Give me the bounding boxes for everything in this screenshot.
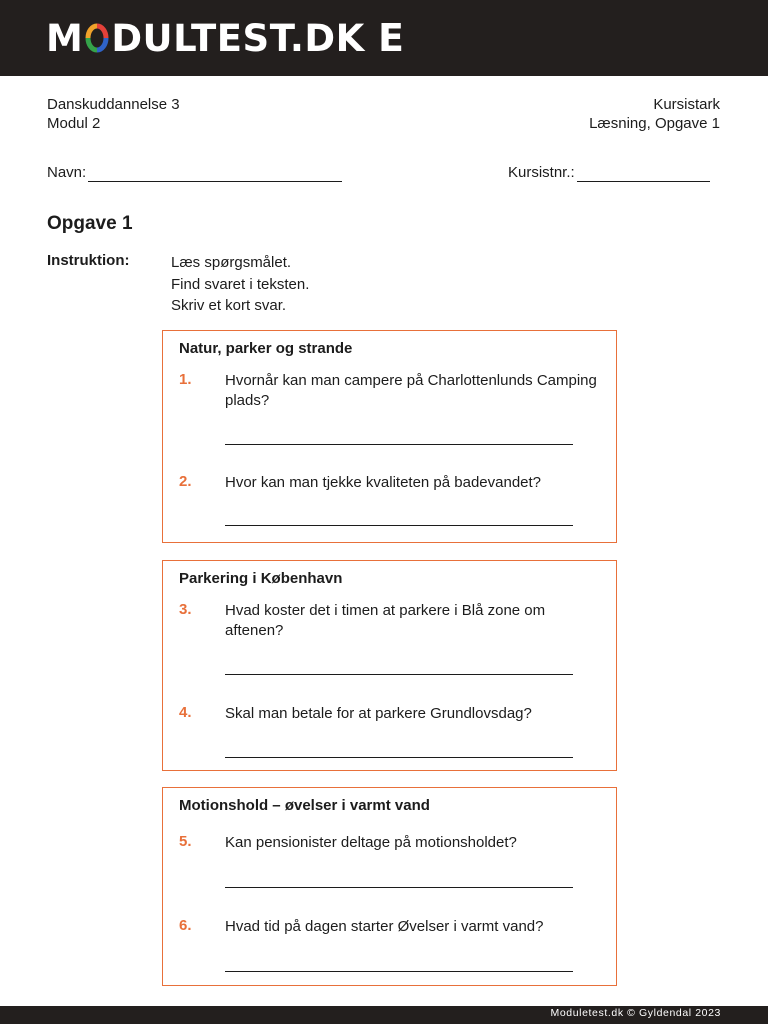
sheet-task: Læsning, Opgave 1: [589, 115, 720, 132]
footer-copyright: Moduletest.dk © Gyldendal 2023: [550, 1007, 721, 1019]
question-number: 2.: [179, 473, 192, 490]
instruction-label: Instruktion:: [47, 252, 130, 269]
sheet-info: [589, 95, 720, 133]
question-text: Kan pensionister deltage på motionsholdet?: [225, 834, 517, 851]
level-letter: E: [378, 16, 404, 60]
course-info: [47, 95, 180, 133]
name-label: Navn:: [47, 164, 87, 181]
answer-line[interactable]: [225, 887, 573, 888]
question-number: 1.: [179, 371, 192, 388]
name-field: [47, 163, 342, 182]
module-name: Modul 2: [47, 115, 101, 132]
section-title: Parkering i København: [179, 570, 343, 587]
answer-line[interactable]: [225, 971, 573, 972]
answer-line[interactable]: [225, 757, 573, 758]
section-box-1: [162, 330, 617, 543]
question-text: Hvad tid på dagen starter Øvelser i varmt vand?: [225, 918, 544, 935]
question-text: Skal man betale for at parkere Grundlovsdag?: [225, 705, 532, 722]
question-text: Hvad koster det i timen at parkere i Blå zone om aftenen?: [225, 602, 546, 639]
answer-line[interactable]: [225, 674, 573, 675]
instruction-line: Læs spørgsmålet.: [171, 254, 292, 271]
student-number-field: [508, 163, 710, 182]
student-number-label: Kursistnr.:: [508, 164, 575, 181]
question-number: 4.: [179, 704, 192, 721]
section-title: Natur, parker og strande: [179, 340, 353, 357]
top-banner: [0, 0, 768, 76]
page-title: Opgave 1: [47, 213, 133, 234]
section-title: Motionshold – øvelser i varmt vand: [179, 797, 430, 814]
instruction-line: Skriv et kort svar.: [171, 297, 287, 314]
question-text: Hvornår kan man campere på Charlottenlunds Camping plads?: [225, 372, 597, 409]
instruction-lines: [171, 252, 309, 317]
answer-line[interactable]: [225, 444, 573, 445]
question-number: 6.: [179, 917, 192, 934]
name-input-line[interactable]: [88, 166, 342, 182]
instruction-line: Find svaret i teksten.: [171, 275, 310, 293]
answer-line[interactable]: [225, 525, 573, 526]
moduletest-logo: [46, 14, 365, 62]
course-name: Danskuddannelse 3: [47, 96, 180, 113]
section-box-2: [162, 560, 617, 771]
question-text: Hvor kan man tjekke kvaliteten på badevandet?: [225, 474, 542, 491]
logo-o-icon: [85, 23, 109, 53]
sheet-type: Kursistark: [653, 96, 720, 113]
question-number: 3.: [179, 601, 192, 618]
student-number-input-line[interactable]: [577, 166, 710, 182]
section-box-3: [162, 787, 617, 986]
logo-text-start: M: [46, 16, 84, 60]
footer-bar: [0, 1006, 768, 1024]
logo-text-end: DULTEST.DK: [111, 16, 365, 60]
question-number: 5.: [179, 833, 192, 850]
